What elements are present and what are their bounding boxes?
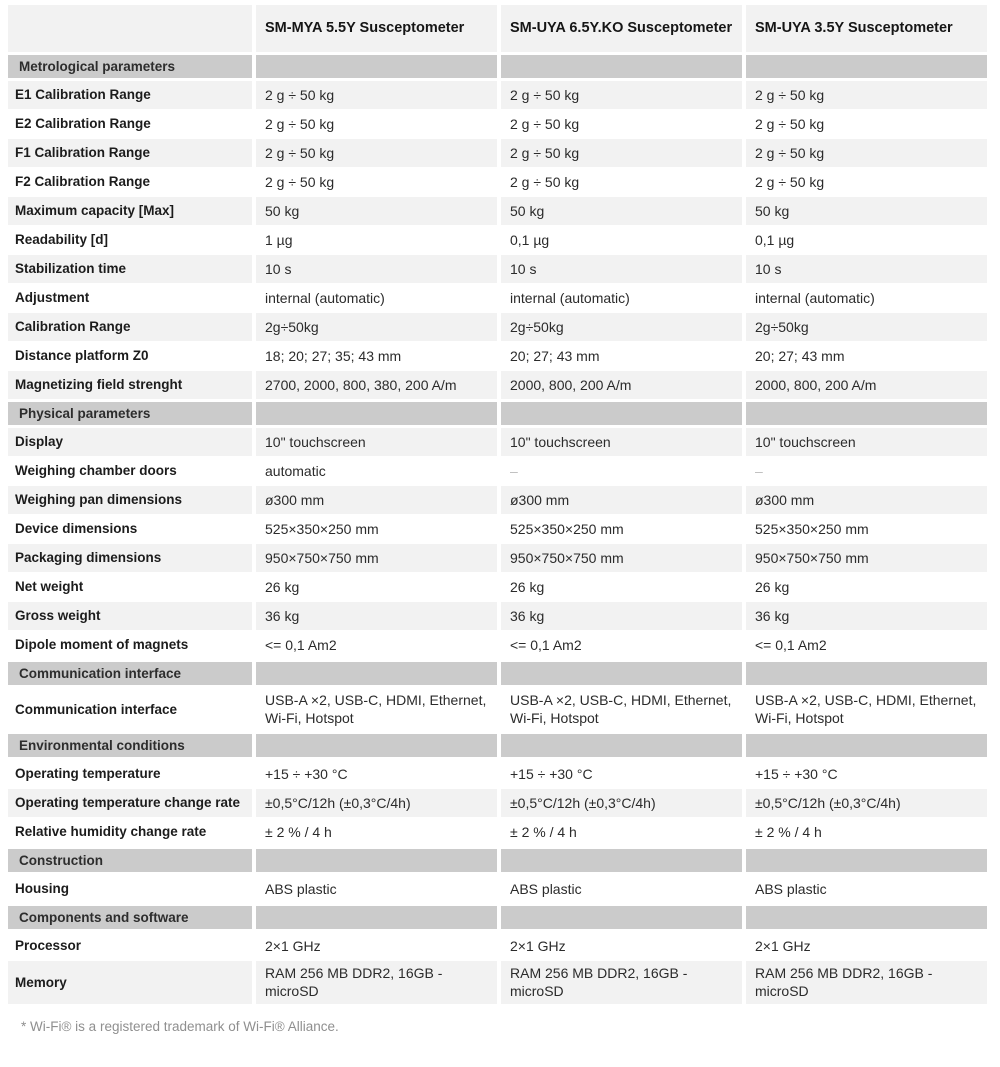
row-value-text: 2 g ÷ 50 kg	[510, 173, 580, 190]
section-header-spacer	[501, 55, 742, 78]
row-value-text: 950×750×750 mm	[510, 549, 624, 566]
row-value	[256, 342, 497, 370]
row-label	[8, 515, 252, 543]
row-value-text: 36 kg	[510, 607, 545, 624]
section-title	[8, 662, 252, 685]
row-value-text: 2 g ÷ 50 kg	[755, 173, 825, 190]
row-value	[501, 81, 742, 109]
product-column-header-2-text: SM-UYA 6.5Y.KO Susceptometer	[510, 20, 733, 37]
row-value	[256, 284, 497, 312]
row-value	[256, 110, 497, 138]
section-title-text: Environmental conditions	[19, 737, 185, 753]
row-label	[8, 688, 252, 731]
row-label	[8, 631, 252, 659]
section-header-spacer	[256, 402, 497, 425]
row-label	[8, 428, 252, 456]
row-value-text: +15 ÷ +30 °C	[265, 765, 348, 782]
table-row	[8, 139, 987, 167]
row-value-text: RAM 256 MB DDR2, 16GB - microSD	[755, 964, 933, 1000]
row-label	[8, 544, 252, 572]
row-value-text: 2×1 GHz	[510, 937, 566, 954]
row-value-text: 26 kg	[510, 578, 545, 595]
row-value	[256, 457, 497, 485]
row-value-text: 2 g ÷ 50 kg	[510, 144, 580, 161]
section-header-row	[8, 849, 987, 872]
row-label-text: Maximum capacity [Max]	[15, 203, 175, 219]
row-label	[8, 255, 252, 283]
row-label	[8, 139, 252, 167]
row-value	[746, 110, 987, 138]
row-value	[501, 371, 742, 399]
row-label	[8, 313, 252, 341]
row-value-text: 36 kg	[755, 607, 790, 624]
section-header-spacer	[501, 906, 742, 929]
row-value-text: internal (automatic)	[510, 289, 630, 306]
row-value	[746, 428, 987, 456]
row-value	[746, 760, 987, 788]
row-value	[501, 226, 742, 254]
row-label	[8, 961, 252, 1004]
row-value	[501, 457, 742, 485]
row-value-text: 2g÷50kg	[265, 318, 319, 335]
row-label-text: Dipole moment of magnets	[15, 637, 189, 653]
row-value	[256, 544, 497, 572]
product-column-header-3-text: SM-UYA 3.5Y Susceptometer	[755, 20, 953, 37]
row-label-text: Adjustment	[15, 290, 90, 306]
table-row	[8, 226, 987, 254]
row-value-text: ±0,5°C/12h (±0,3°C/4h)	[755, 794, 901, 811]
row-label	[8, 168, 252, 196]
corner-cell	[8, 5, 252, 52]
row-label-text: Operating temperature	[15, 766, 161, 782]
row-value	[256, 631, 497, 659]
row-value	[501, 313, 742, 341]
section-header-spacer	[256, 55, 497, 78]
row-value	[501, 789, 742, 817]
row-value-text: ± 2 % / 4 h	[755, 823, 822, 840]
row-label	[8, 602, 252, 630]
row-value	[256, 875, 497, 903]
row-value	[256, 226, 497, 254]
row-value	[746, 486, 987, 514]
row-value-text: 525×350×250 mm	[265, 520, 379, 537]
row-value-text: 2 g ÷ 50 kg	[755, 115, 825, 132]
table-row	[8, 197, 987, 225]
row-value	[746, 631, 987, 659]
row-label-text: Gross weight	[15, 608, 101, 624]
row-value	[746, 961, 987, 1004]
row-value	[746, 81, 987, 109]
row-value	[256, 602, 497, 630]
row-value-text: ±0,5°C/12h (±0,3°C/4h)	[265, 794, 411, 811]
row-value-text: 2 g ÷ 50 kg	[510, 115, 580, 132]
row-value-text: 10" touchscreen	[265, 433, 366, 450]
table-row	[8, 342, 987, 370]
row-value-text: 525×350×250 mm	[755, 520, 869, 537]
row-value-text: 36 kg	[265, 607, 300, 624]
row-label	[8, 760, 252, 788]
row-label	[8, 789, 252, 817]
row-value	[256, 486, 497, 514]
row-value	[256, 961, 497, 1004]
row-value	[746, 226, 987, 254]
row-label-text: Weighing pan dimensions	[15, 492, 183, 508]
row-value	[256, 81, 497, 109]
column-header-row	[8, 5, 987, 52]
row-label-text: Processor	[15, 938, 82, 954]
row-value	[501, 168, 742, 196]
section-title-text: Components and software	[19, 909, 189, 925]
row-value	[501, 875, 742, 903]
row-value-text: 10 s	[510, 260, 537, 277]
table-row	[8, 313, 987, 341]
row-value-text: automatic	[265, 462, 326, 479]
row-value	[256, 428, 497, 456]
row-value-text: ø300 mm	[265, 491, 325, 508]
row-value-text: 2000, 800, 200 A/m	[755, 376, 877, 393]
row-value-text: internal (automatic)	[755, 289, 875, 306]
row-value-text: 2 g ÷ 50 kg	[755, 86, 825, 103]
row-value	[746, 255, 987, 283]
row-value-text: 50 kg	[265, 202, 300, 219]
row-label	[8, 197, 252, 225]
table-row	[8, 961, 987, 1004]
row-value-text: ø300 mm	[510, 491, 570, 508]
row-label	[8, 81, 252, 109]
row-value	[256, 313, 497, 341]
row-value-text: 2700, 2000, 800, 380, 200 A/m	[265, 376, 457, 393]
row-value	[501, 631, 742, 659]
row-value-text: 26 kg	[265, 578, 300, 595]
row-label	[8, 818, 252, 846]
table-row	[8, 760, 987, 788]
row-value	[256, 197, 497, 225]
row-value	[746, 284, 987, 312]
row-value-text: 10 s	[265, 260, 292, 277]
row-value-text: 10" touchscreen	[510, 433, 611, 450]
section-header-spacer	[256, 906, 497, 929]
table-row	[8, 602, 987, 630]
product-column-header-1-text: SM-MYA 5.5Y Susceptometer	[265, 20, 465, 37]
table-row	[8, 875, 987, 903]
row-value-text: 2g÷50kg	[510, 318, 564, 335]
section-header-row	[8, 906, 987, 929]
row-value-text: 2g÷50kg	[755, 318, 809, 335]
row-value-text: RAM 256 MB DDR2, 16GB - microSD	[265, 964, 443, 1000]
section-header-spacer	[746, 734, 987, 757]
section-title	[8, 402, 252, 425]
row-value-text: 50 kg	[510, 202, 545, 219]
row-label-text: Net weight	[15, 579, 84, 595]
row-value	[501, 573, 742, 601]
row-value-text: 18; 20; 27; 35; 43 mm	[265, 347, 402, 364]
row-label	[8, 342, 252, 370]
product-column-header-2	[501, 5, 742, 52]
table-row	[8, 515, 987, 543]
row-value-text: ±0,5°C/12h (±0,3°C/4h)	[510, 794, 656, 811]
row-value-text: <= 0,1 Am2	[265, 636, 337, 653]
row-value	[501, 284, 742, 312]
section-title	[8, 849, 252, 872]
row-value-text: ø300 mm	[755, 491, 815, 508]
row-label-text: E2 Calibration Range	[15, 116, 151, 132]
section-header-spacer	[746, 662, 987, 685]
row-value-text: +15 ÷ +30 °C	[510, 765, 593, 782]
row-value-text: 2 g ÷ 50 kg	[265, 86, 335, 103]
row-value-text: internal (automatic)	[265, 289, 385, 306]
product-column-header-1	[256, 5, 497, 52]
row-value	[256, 573, 497, 601]
row-value	[746, 457, 987, 485]
product-column-header-3	[746, 5, 987, 52]
row-label-text: Weighing chamber doors	[15, 463, 177, 479]
row-value-text: 26 kg	[755, 578, 790, 595]
row-label-text: F1 Calibration Range	[15, 145, 151, 161]
row-value	[501, 818, 742, 846]
row-label-text: Memory	[15, 974, 67, 990]
row-value-text: USB-A ×2, USB-C, HDMI, Ethernet, Wi-Fi, Hotspot	[510, 692, 732, 727]
row-value	[501, 110, 742, 138]
table-row	[8, 789, 987, 817]
row-value-text: ABS plastic	[265, 880, 337, 897]
row-value	[746, 875, 987, 903]
section-header-row	[8, 402, 987, 425]
section-title-text: Metrological parameters	[19, 58, 176, 74]
row-label	[8, 875, 252, 903]
section-header-spacer	[746, 849, 987, 872]
wifi-trademark-footnote: * Wi-Fi® is a registered trademark of Wi-Fi® Alliance.	[21, 1018, 339, 1034]
row-value-text: USB-A ×2, USB-C, HDMI, Ethernet, Wi-Fi, Hotspot	[755, 692, 977, 727]
row-value	[501, 515, 742, 543]
row-value-text: 2×1 GHz	[755, 937, 811, 954]
table-row	[8, 544, 987, 572]
row-value	[746, 688, 987, 731]
row-label-text: Distance platform Z0	[15, 348, 149, 364]
section-header-spacer	[501, 849, 742, 872]
section-title-text: Construction	[19, 852, 103, 868]
row-value	[746, 313, 987, 341]
row-value	[501, 544, 742, 572]
row-label-text: E1 Calibration Range	[15, 87, 151, 103]
section-header-row	[8, 734, 987, 757]
row-value	[501, 139, 742, 167]
section-title	[8, 734, 252, 757]
table-row	[8, 255, 987, 283]
row-value	[746, 544, 987, 572]
section-title-text: Physical parameters	[19, 405, 151, 421]
row-value-text: –	[510, 462, 518, 479]
row-value	[746, 197, 987, 225]
row-value-text: 2 g ÷ 50 kg	[265, 173, 335, 190]
row-value-text: –	[755, 462, 763, 479]
row-label-text: Packaging dimensions	[15, 550, 162, 566]
row-label-text: Stabilization time	[15, 261, 127, 277]
section-header-row	[8, 55, 987, 78]
row-value-text: 20; 27; 43 mm	[755, 347, 845, 364]
row-label-text: Device dimensions	[15, 521, 138, 537]
table-row	[8, 573, 987, 601]
spec-comparison-table	[8, 5, 987, 1004]
row-value	[256, 139, 497, 167]
section-title	[8, 906, 252, 929]
row-value-text: 50 kg	[755, 202, 790, 219]
row-label	[8, 932, 252, 960]
row-label-text: Operating temperature change rate	[15, 795, 241, 811]
row-value-text: 2 g ÷ 50 kg	[265, 115, 335, 132]
section-title-text: Communication interface	[19, 665, 182, 681]
row-value-text: 20; 27; 43 mm	[510, 347, 600, 364]
row-label	[8, 486, 252, 514]
row-value	[501, 255, 742, 283]
row-value-text: 2 g ÷ 50 kg	[755, 144, 825, 161]
row-label-text: Housing	[15, 881, 69, 897]
section-header-spacer	[501, 734, 742, 757]
table-row	[8, 631, 987, 659]
row-value-text: ± 2 % / 4 h	[265, 823, 332, 840]
row-label	[8, 110, 252, 138]
row-value-text: 10 s	[755, 260, 782, 277]
row-label	[8, 457, 252, 485]
row-value	[746, 789, 987, 817]
row-value-text: 1 µg	[265, 231, 293, 248]
section-header-spacer	[746, 906, 987, 929]
row-label-text: Magnetizing field strenght	[15, 377, 183, 393]
table-row	[8, 486, 987, 514]
row-value	[256, 789, 497, 817]
row-value	[746, 371, 987, 399]
row-label-text: Readability [d]	[15, 232, 109, 248]
row-value-text: 10" touchscreen	[755, 433, 856, 450]
row-value	[501, 428, 742, 456]
section-header-spacer	[256, 662, 497, 685]
table-row	[8, 428, 987, 456]
row-value	[746, 602, 987, 630]
row-value-text: ABS plastic	[755, 880, 827, 897]
table-row	[8, 81, 987, 109]
row-value	[501, 197, 742, 225]
row-value	[746, 573, 987, 601]
row-value	[501, 602, 742, 630]
table-row	[8, 110, 987, 138]
row-label	[8, 226, 252, 254]
row-value-text: 950×750×750 mm	[265, 549, 379, 566]
row-value	[501, 342, 742, 370]
table-row	[8, 688, 987, 731]
row-value-text: RAM 256 MB DDR2, 16GB - microSD	[510, 964, 688, 1000]
row-label-text: Relative humidity change rate	[15, 824, 207, 840]
row-value-text: +15 ÷ +30 °C	[755, 765, 838, 782]
row-label	[8, 371, 252, 399]
row-value	[256, 371, 497, 399]
row-value	[501, 961, 742, 1004]
table-row	[8, 932, 987, 960]
row-label-text: Communication interface	[15, 701, 178, 717]
row-value	[746, 342, 987, 370]
row-value	[256, 515, 497, 543]
row-value-text: 2×1 GHz	[265, 937, 321, 954]
row-value	[256, 688, 497, 731]
section-header-spacer	[746, 55, 987, 78]
row-value-text: 2 g ÷ 50 kg	[265, 144, 335, 161]
section-header-row	[8, 662, 987, 685]
row-value	[746, 818, 987, 846]
row-value-text: ABS plastic	[510, 880, 582, 897]
row-label	[8, 573, 252, 601]
row-label	[8, 284, 252, 312]
section-title	[8, 55, 252, 78]
row-value-text: 525×350×250 mm	[510, 520, 624, 537]
table-row	[8, 457, 987, 485]
row-value-text: 0,1 µg	[755, 231, 795, 248]
section-header-spacer	[501, 662, 742, 685]
row-value	[501, 760, 742, 788]
row-label-text: F2 Calibration Range	[15, 174, 151, 190]
row-value-text: <= 0,1 Am2	[755, 636, 827, 653]
section-header-spacer	[501, 402, 742, 425]
table-row	[8, 818, 987, 846]
row-value-text: 950×750×750 mm	[755, 549, 869, 566]
row-value	[746, 932, 987, 960]
table-row	[8, 168, 987, 196]
section-header-spacer	[256, 849, 497, 872]
row-value	[256, 932, 497, 960]
row-value	[501, 688, 742, 731]
table-row	[8, 284, 987, 312]
row-value	[746, 139, 987, 167]
row-value	[256, 168, 497, 196]
row-value	[256, 255, 497, 283]
table-row	[8, 371, 987, 399]
section-header-spacer	[256, 734, 497, 757]
row-value	[501, 486, 742, 514]
row-value-text: USB-A ×2, USB-C, HDMI, Ethernet, Wi-Fi, Hotspot	[265, 692, 487, 727]
row-value-text: ± 2 % / 4 h	[510, 823, 577, 840]
row-value-text: 2000, 800, 200 A/m	[510, 376, 632, 393]
row-value	[256, 818, 497, 846]
row-value-text: 0,1 µg	[510, 231, 550, 248]
row-value	[746, 515, 987, 543]
row-value	[746, 168, 987, 196]
row-value	[501, 932, 742, 960]
row-value	[256, 760, 497, 788]
row-value-text: 2 g ÷ 50 kg	[510, 86, 580, 103]
section-header-spacer	[746, 402, 987, 425]
row-label-text: Display	[15, 434, 64, 450]
row-value-text: <= 0,1 Am2	[510, 636, 582, 653]
row-label-text: Calibration Range	[15, 319, 131, 335]
